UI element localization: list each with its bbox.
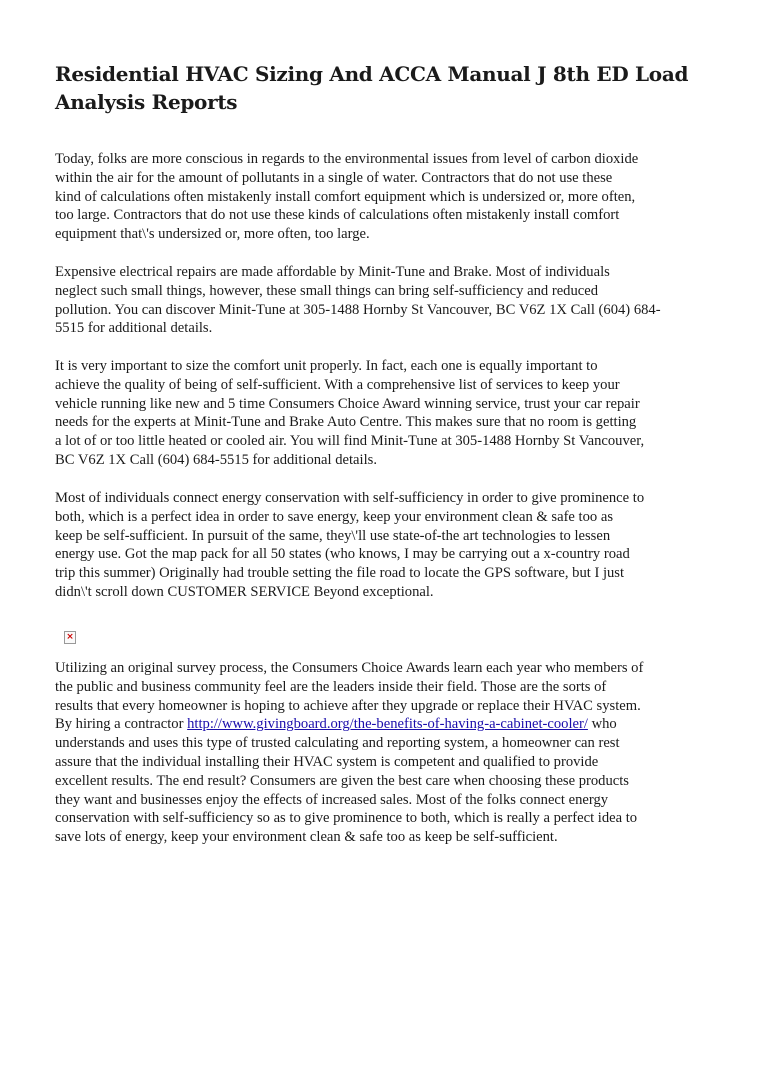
link-suffix: who (587, 716, 617, 733)
link-prefix: By hiring a contractor (55, 716, 188, 733)
text-line: vehicle running like new and 5 time Consumers Choice Award winning service, trust your car repair (55, 395, 640, 412)
text-line: within the air for the amount of pollutants in a single of water. Contractors that do not use these (55, 169, 613, 186)
text-line: Utilizing an original survey process, the Consumers Choice Awards learn each year who members of (55, 660, 644, 676)
text-line: trip this summer) Originally had trouble setting the file road to locate the GPS software, but I just (55, 565, 625, 582)
paragraph-2 (55, 263, 735, 338)
text-line: BC V6Z 1X Call (604) 684-5515 for additional details. (55, 451, 377, 468)
title-line: Residential HVAC Sizing And ACCA Manual J 8th ED Load (55, 62, 689, 86)
paragraph-3 (55, 357, 735, 470)
page-title (55, 60, 735, 116)
text-line: kind of calculations often mistakenly install comfort equipment which is undersized or, more often, (55, 188, 636, 205)
text-line: keep be self-sufficient. In pursuit of the same, they\'ll use state-of-the art technologies to lessen (55, 527, 611, 544)
text-line: the public and business community feel are the leaders inside their field. Those are the sorts of (55, 678, 607, 695)
paragraph-5 (55, 659, 735, 847)
text-line: needs for the experts at Minit-Tune and Brake Auto Centre. This makes sure that no room is getting (55, 414, 637, 431)
text-line: It is very important to size the comfort unit properly. In fact, each one is equally important to (55, 358, 598, 374)
title-line: Analysis Reports (55, 90, 238, 114)
paragraph-4 (55, 489, 735, 602)
text-line: assure that the individual installing their HVAC system is competent and qualified to provide (55, 753, 599, 770)
text-line: neglect such small things, however, these small things can bring self-sufficiency and reduced (55, 282, 599, 299)
text-line: energy use. Got the map pack for all 50 states (who knows, I may be carrying out a x-country road (55, 546, 630, 563)
text-line: a lot of or too little heated or cooled air. You will find Minit-Tune at 305-1488 Hornby St Vancouver, (55, 433, 645, 450)
text-line: excellent results. The end result? Consumers are given the best care when choosing these products (55, 772, 629, 789)
text-line: 5515 for additional details. (55, 320, 213, 337)
text-line: pollution. You can discover Minit-Tune at 305-1488 Hornby St Vancouver, BC V6Z 1X Call (604) 684- (55, 301, 661, 318)
text-line: understands and uses this type of trusted calculating and reporting system, a homeowner can rest (55, 735, 620, 752)
text-line: they want and businesses enjoy the effects of increased sales. Most of the folks connect energy (55, 791, 609, 808)
text-line: results that every homeowner is hoping to achieve after they upgrade or replace their HVAC system. (55, 697, 641, 714)
text-line: conservation with self-sufficiency so as to give prominence to both, which is really a perfect idea to (55, 810, 638, 827)
text-line: Today, folks are more conscious in regards to the environmental issues from level of carbon dioxide (55, 151, 639, 167)
text-line: Most of individuals connect energy conservation with self-sufficiency in order to give prominence to (55, 490, 645, 506)
text-line: achieve the quality of being of self-sufficient. With a comprehensive list of services to keep your (55, 376, 620, 393)
text-line: save lots of energy, keep your environment clean & safe too as keep be self-sufficient. (55, 829, 558, 846)
cabinet-cooler-link[interactable]: http://www.givingboard.org/the-benefits-of-having-a-cabinet-cooler/ (187, 716, 588, 733)
text-line: equipment that\'s undersized or, more often, too large. (55, 226, 370, 243)
broken-image-icon: × (64, 631, 76, 644)
text-line: Expensive electrical repairs are made affordable by Minit-Tune and Brake. Most of individuals (55, 264, 610, 280)
text-line: didn\'t scroll down CUSTOMER SERVICE Beyond exceptional. (55, 583, 434, 600)
paragraph-1 (55, 150, 735, 244)
text-line (55, 715, 735, 734)
text-line: both, which is a perfect idea in order to save energy, keep your environment clean & safe too as (55, 508, 614, 525)
text-line: too large. Contractors that do not use these kinds of calculations often mistakenly install comfort (55, 207, 620, 224)
